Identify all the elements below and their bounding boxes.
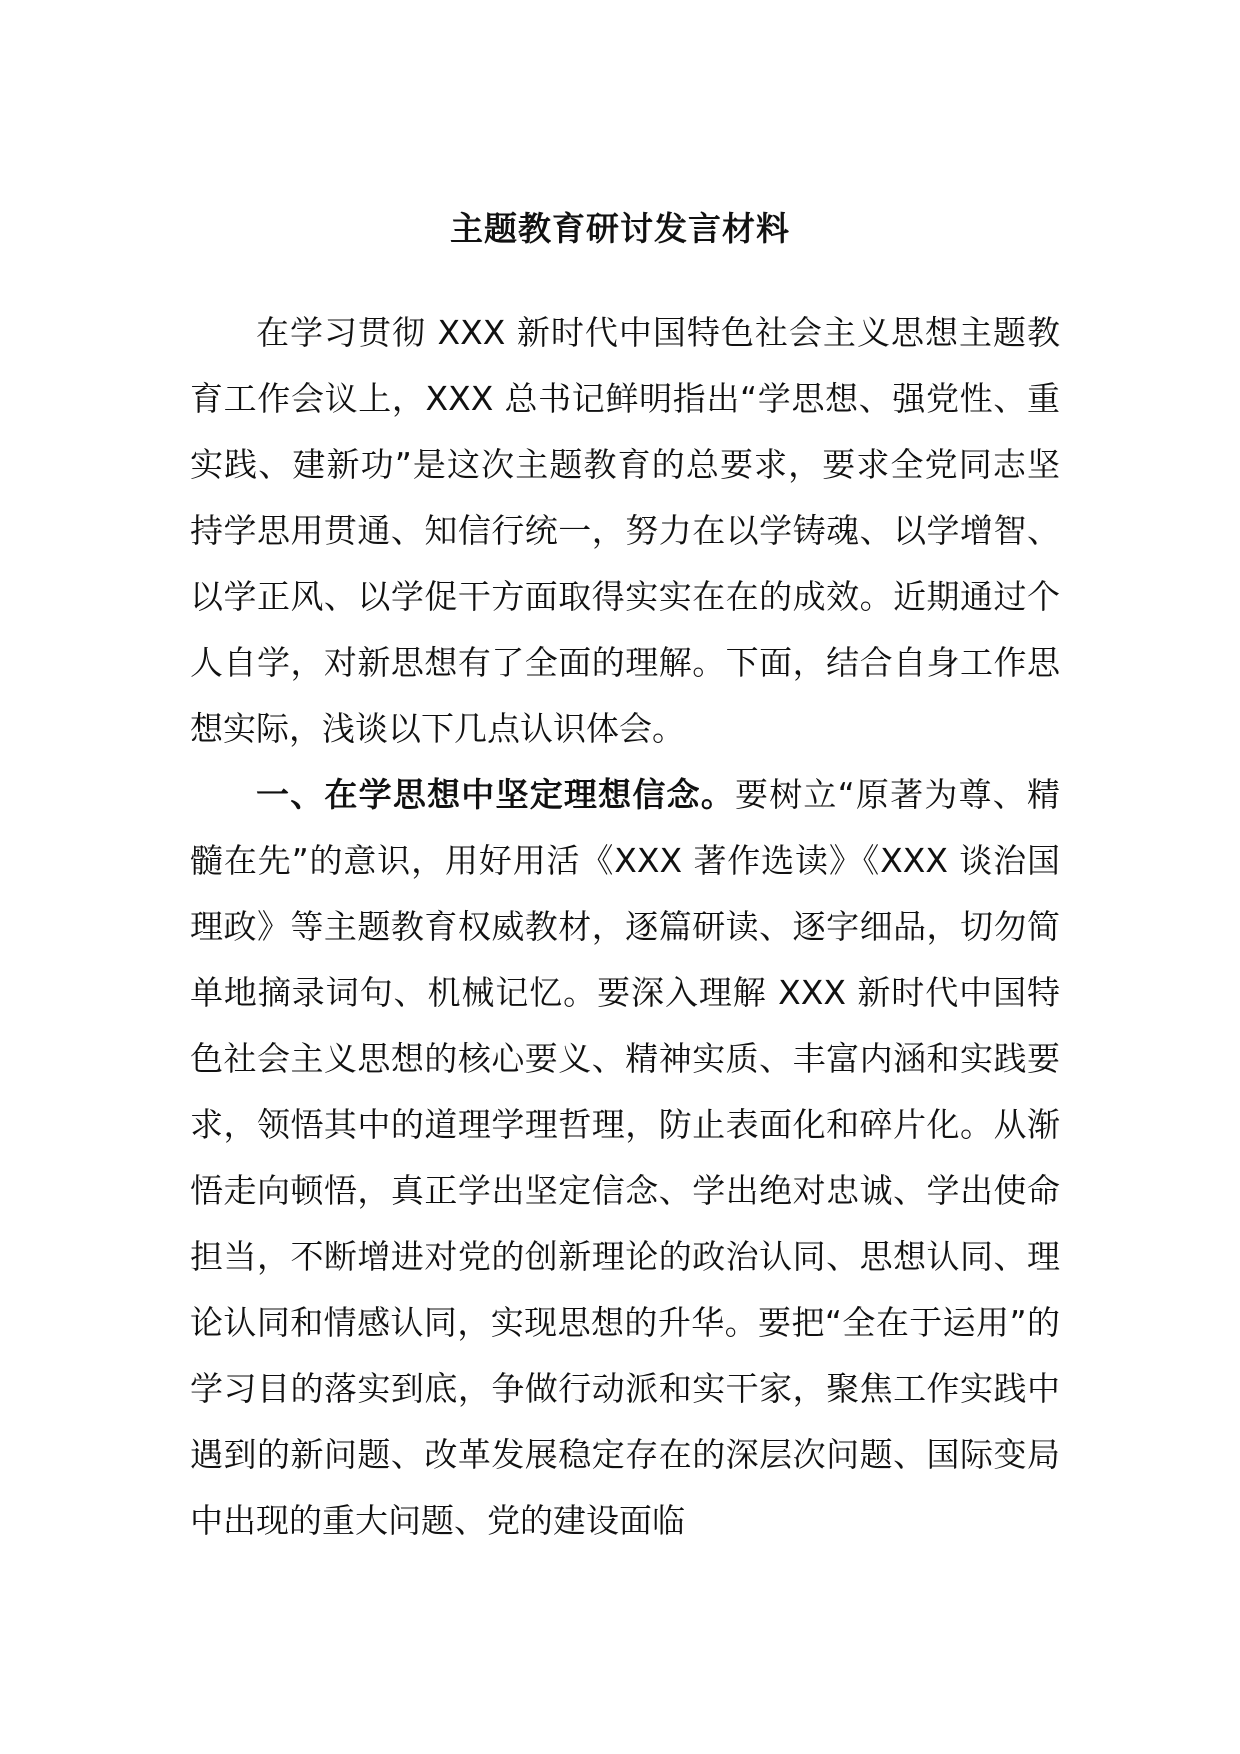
document-title: 主题教育研讨发言材料	[450, 209, 790, 248]
section-one-paragraph	[190, 762, 1060, 1554]
intro-paragraph-text: 在学习贯彻 XXX 新时代中国特色社会主义思想主题教育工作会议上，XXX 总书记鲜明指出“学思想、强党性、重实践、建新功”是这次主题教育的总要求，要求全党同志坚持学思用贯通、知信行统一，努力在以学铸魂、以学增智、以学正风、以学促干方面取得实实在在的成效。近期通过个人自学，对新思想有了全面的理解。下面，结合自身工作思想实际，浅谈以下几点认识体会。	[190, 313, 1060, 748]
section-one-heading: 一、在学思想中坚定理想信念。	[256, 775, 735, 814]
intro-paragraph	[190, 300, 1060, 762]
section-one-text: 要树立“原著为尊、精髓在先”的意识，用好用活《XXX 著作选读》《XXX 谈治国理政》等主题教育权威教材，逐篇研读、逐字细品，切勿简单地摘录词句、机械记忆。要深入理解 XXX 新时代中国特色社会主义思想的核心要义、精神实质、丰富内涵和实践要求，领悟其中的道理学理哲理，防止表面化和碎片化。从渐悟走向顿悟，真正学出坚定信念、学出绝对忠诚、学出使命担当，不断增进对党的创新理论的政治认同、思想认同、理论认同和情感认同，实现思想的升华。要把“全在于运用”的学习目的落实到底，争做行动派和实干家，聚焦工作实践中遇到的新问题、改革发展稳定存在的深层次问题、国际变局中出现的重大问题、党的建设面临	[190, 775, 1060, 1540]
document-body	[190, 300, 1060, 1554]
